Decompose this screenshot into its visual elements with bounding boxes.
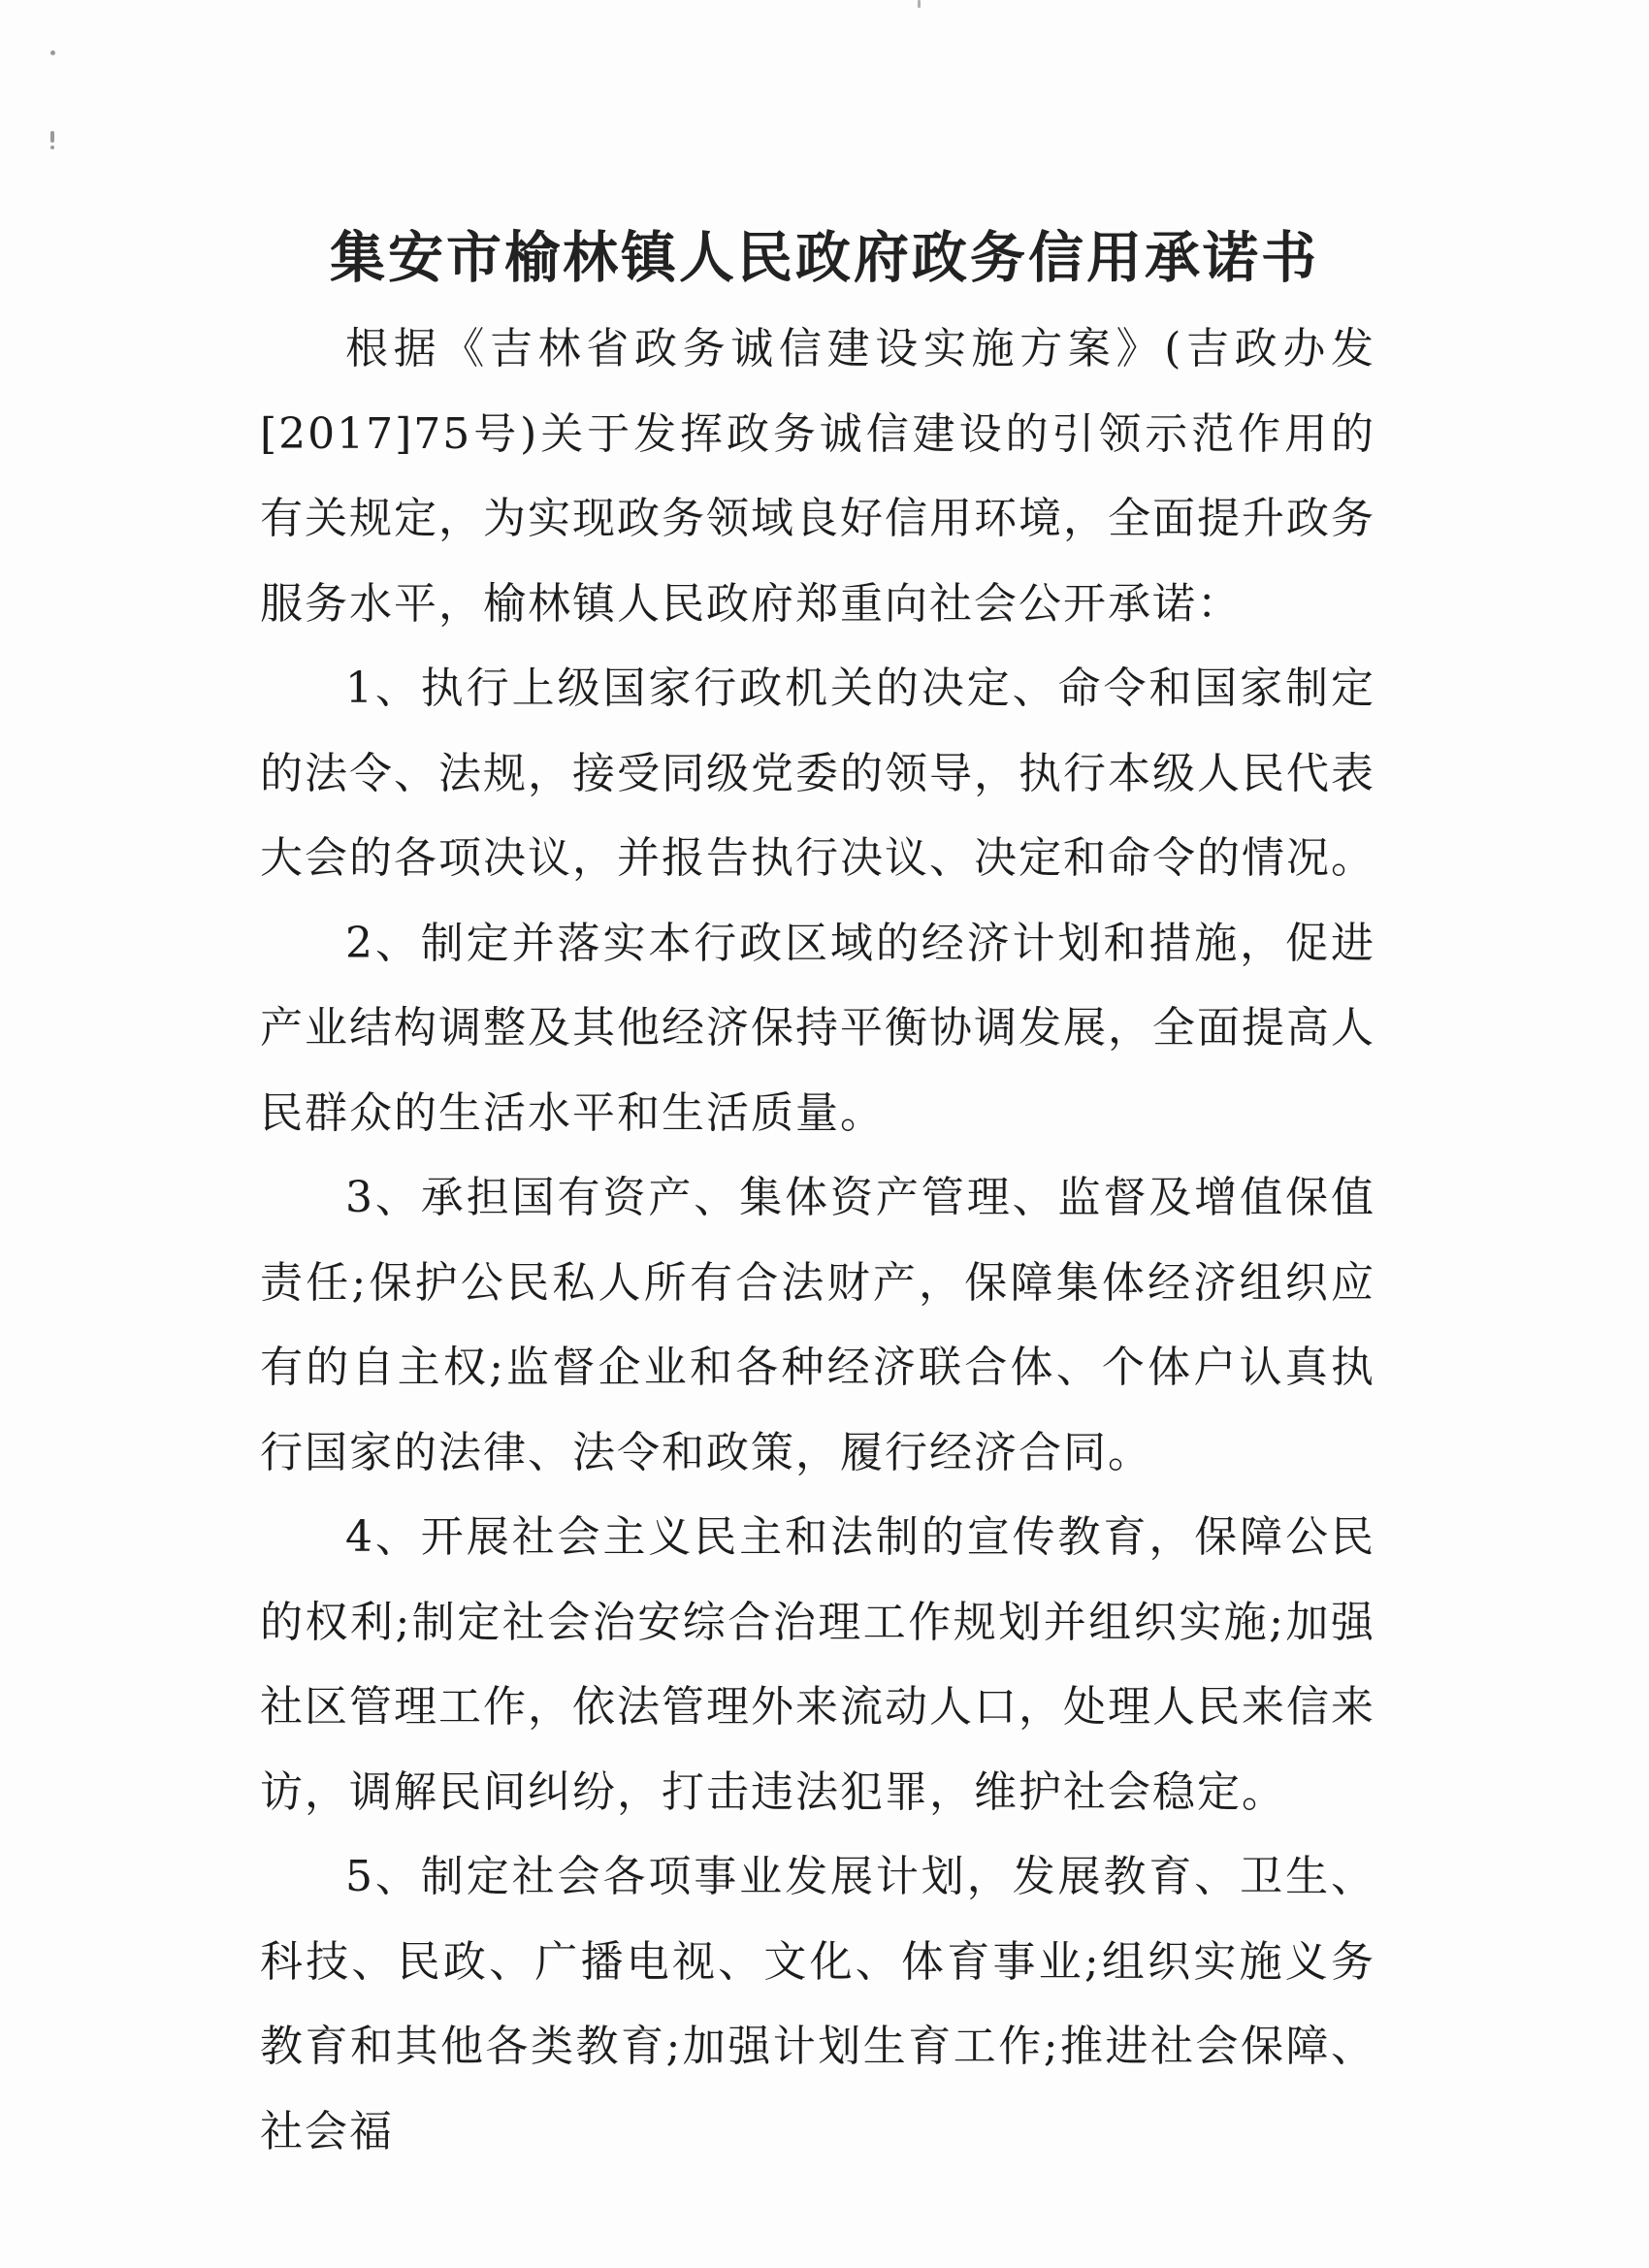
commitment-item-4: 4、开展社会主义民主和法制的宣传教育，保障公民的权利;制定社会治安综合治理工作规划并组织实施;加强社区管理工作，依法管理外来流动人口，处理人民来信来访，调解民间纠纷，打击违法犯罪，维护社会稳定。 xyxy=(260,1512,1375,1817)
intro-paragraph: 根据《吉林省政务诚信建设实施方案》(吉政办发[2017]75号)关于发挥政务诚信建设的引领示范作用的有关规定，为实现政务领域良好信用环境，全面提升政务服务水平，榆林镇人民政府郑重向社会公开承诺： xyxy=(260,324,1375,629)
commitment-item-3: 3、承担国有资产、集体资产管理、监督及增值保值责任;保护公民私人所有合法财产，保障集体经济组织应有的自主权;监督企业和各种经济联合体、个体户认真执行国家的法律、法令和政策，履行经济合同。 xyxy=(260,1173,1375,1477)
scan-speck xyxy=(50,50,55,55)
document-body xyxy=(260,307,1375,2174)
scan-speck xyxy=(918,0,921,8)
commitment-item-1: 1、执行上级国家行政机关的决定、命令和国家制定的法令、法规，接受同级党委的领导，执行本级人民代表大会的各项决议，并报告执行决议、决定和命令的情况。 xyxy=(260,664,1375,883)
document-title: 集安市榆林镇人民政府政务信用承诺书 xyxy=(330,226,1319,291)
commitment-item-5: 5、制定社会各项事业发展计划，发展教育、卫生、科技、民政、广播电视、文化、体育事业;组织实施义务教育和其他各类教育;加强计划生育工作;推进社会保障、社会福 xyxy=(260,1852,1375,2156)
commitment-item-2: 2、制定并落实本行政区域的经济计划和措施，促进产业结构调整及其他经济保持平衡协调发展，全面提高人民群众的生活水平和生活质量。 xyxy=(260,918,1375,1138)
scan-speck xyxy=(50,131,54,143)
scan-speck xyxy=(50,146,54,149)
